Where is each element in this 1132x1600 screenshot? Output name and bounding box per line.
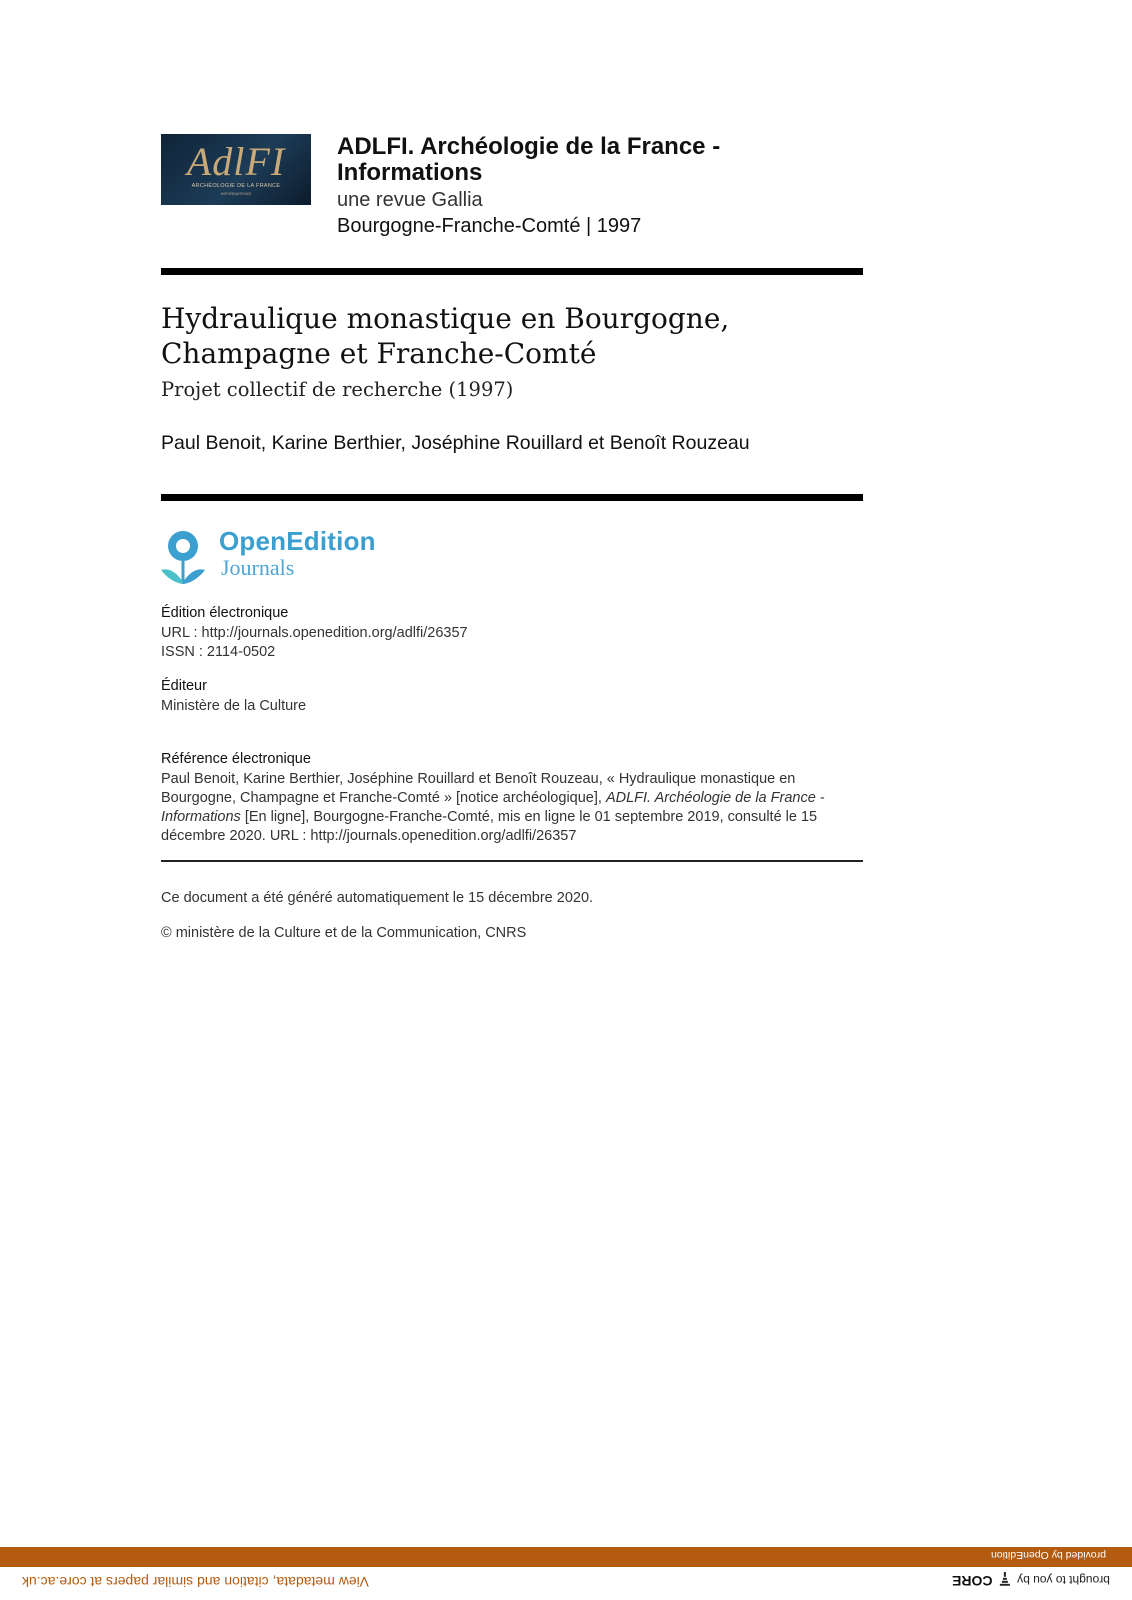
core-metadata-link[interactable]: View metadata, citation and similar papers at core.ac.uk xyxy=(22,1574,369,1590)
journal-region-year: Bourgogne-Franche-Comté | 1997 xyxy=(337,215,642,237)
core-brand: CORE xyxy=(952,1572,993,1589)
journal-subtitle: une revue Gallia xyxy=(337,189,483,211)
electronic-edition-issn: ISSN : 2114-0502 xyxy=(161,644,276,660)
publisher-value: Ministère de la Culture xyxy=(161,698,307,714)
core-logo-icon xyxy=(999,1572,1011,1586)
banner-provided-by: provided by OpenEdition xyxy=(991,1549,1106,1561)
divider-middle xyxy=(161,494,863,501)
article-subtitle: Projet collectif de recherche (1997) xyxy=(161,378,514,401)
reference-journal-italic: ADLFI. Archéologie de la France - Informations xyxy=(161,790,825,825)
core-banner xyxy=(0,1547,1132,1567)
openedition-name: OpenEdition xyxy=(219,526,376,556)
publisher-label: Éditeur xyxy=(161,678,207,694)
logo-subtext-2: INFORMATIONS xyxy=(220,191,252,196)
logo-text: AdlFI xyxy=(186,139,286,184)
article-authors: Paul Benoit, Karine Berthier, Joséphine Rouillard et Benoît Rouzeau xyxy=(161,432,750,454)
brought-by-prefix: brought to you by xyxy=(1017,1572,1110,1587)
journal-title: ADLFI. Archéologie de la France - Informations xyxy=(337,133,721,186)
divider-top xyxy=(161,268,863,275)
copyright-notice: © ministère de la Culture et de la Communication, CNRS xyxy=(161,925,527,941)
electronic-reference-text xyxy=(161,770,861,846)
logo-subtext: ARCHÉOLOGIE DE LA FRANCE xyxy=(191,183,281,189)
electronic-reference-label: Référence électronique xyxy=(161,751,311,767)
generated-note: Ce document a été généré automatiquement le 15 décembre 2020. xyxy=(161,890,594,906)
openedition-journals: Journals xyxy=(221,555,295,580)
electronic-edition-url[interactable]: URL : http://journals.openedition.org/adlfi/26357 xyxy=(161,625,468,641)
openedition-flower-icon xyxy=(161,528,213,586)
reference-part-1: Paul Benoit, Karine Berthier, Joséphine Rouillard et Benoît Rouzeau, « Hydraulique monastique en Bourgogne, Champagne et Franche-Comté » [notice archéologique], xyxy=(161,771,796,806)
core-brought-by[interactable] xyxy=(952,1572,1110,1589)
reference-part-2: [En ligne], Bourgogne-Franche-Comté, mis en ligne le 01 septembre 2019, consulté le 15 décembre 2020. URL : http://journals.openedition.org/adlfi/26357 xyxy=(161,809,818,844)
divider-thin xyxy=(161,860,863,862)
journal-logo xyxy=(161,134,311,205)
article-title: Hydraulique monastique en Bourgogne, Champagne et Franche-Comté xyxy=(161,302,730,370)
electronic-edition-label: Édition électronique xyxy=(161,605,289,621)
